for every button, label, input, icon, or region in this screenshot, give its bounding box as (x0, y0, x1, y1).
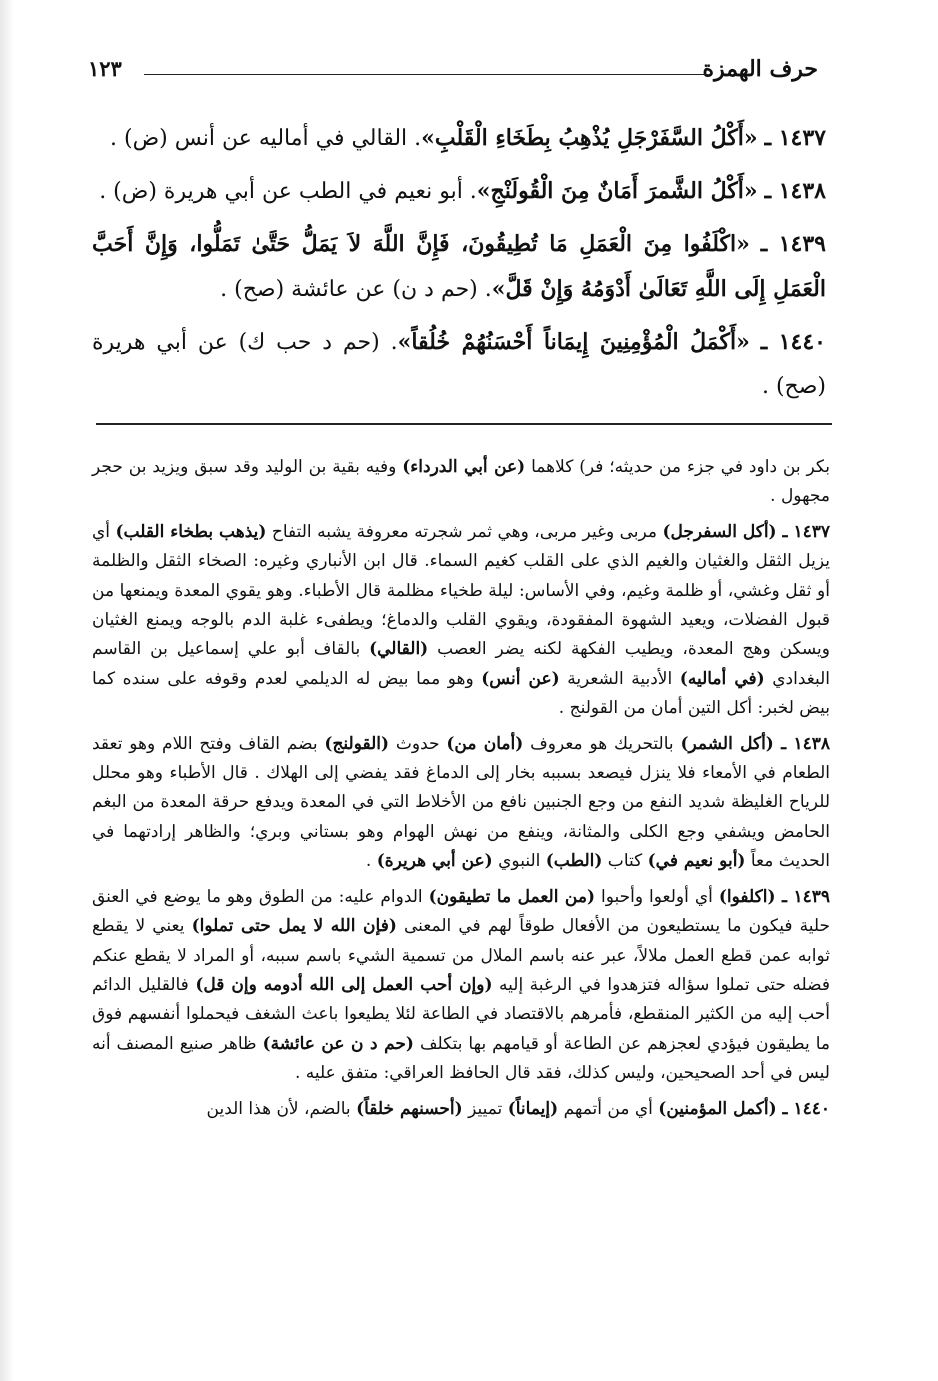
commentary-bold-run: (عن أبي هريرة) (376, 851, 493, 872)
hadith-number: ١٤٤٠ ـ (760, 329, 826, 355)
running-header (88, 56, 818, 90)
commentary-run: أي أولعوا وأحبوا (595, 886, 719, 907)
commentary-paragraph (92, 883, 830, 1089)
hadith-source: . القالي في أماليه عن أنس (ض) . (110, 126, 422, 151)
commentary-run: بكر بن داود في جزء من حديثه؛ فر) كلاهما (525, 457, 830, 477)
commentary-run: الدوام عليه: من الطوق وهو ما يوضع في العنق حلية فيكون ما يستطيعون من الأفعال طوقاً لهم في المعنى (92, 886, 830, 937)
commentary-run: أي من أتمهم (558, 1098, 659, 1119)
hadith-source: . أبو نعيم في الطب عن أبي هريرة (ض) . (99, 179, 477, 204)
hadith-text: «أَكْلُ السَّفَرْجَلِ يُذْهِبُ بِطَخَاءِ الْقَلْبِ» (421, 125, 758, 151)
commentary-run: وفيه بقية بن الوليد وقد سبق ويزيد بن حجر مجهول . (92, 457, 830, 507)
commentary-paragraph (92, 518, 830, 724)
hadith-source: . (حم د حب ك) عن أبي هريرة (صح) . (92, 330, 826, 399)
page-number: ١٢٣ (88, 56, 122, 81)
commentary-run: كتاب (602, 851, 648, 872)
hadith-text: «اكْلَفُوا مِنَ الْعَمَلِ مَا تُطِيقُونَ، فَإِنَّ اللَّهَ لاَ يَمَلُّ حَتَّىٰ تَمَلُّوا، وَإِنَّ أَحَبَّ الْعَمَلِ إِلَى اللَّهِ تَعَالَىٰ أَدْوَمُهُ وَإِنْ قَلَّ» (92, 231, 826, 302)
commentary-bold-run: (حم د ن عن عائشة) (262, 1033, 414, 1054)
hadith-entry (92, 222, 826, 312)
commentary-bold-run: (إيماناً) (507, 1098, 559, 1119)
hadith-entry (92, 116, 826, 161)
commentary-paragraph (92, 1095, 830, 1124)
commentary-bold-run: ١٤٤٠ ـ (أكمل المؤمنين) (658, 1098, 830, 1119)
commentary-run: . (365, 851, 377, 872)
hadith-number: ١٤٣٨ ـ (764, 178, 826, 204)
commentary-bold-run: ١٤٣٧ ـ (أكل السفرجل) (662, 521, 831, 542)
commentary-bold-run: (عن أنس) (481, 668, 560, 689)
hadith-list (92, 116, 826, 417)
commentary-run: بالقاف أبو علي إسماعيل بن القاسم البغدادي (92, 639, 830, 689)
commentary-run: حدوث (389, 733, 447, 754)
hadith-number: ١٤٣٩ ـ (760, 231, 826, 257)
hadith-entry (92, 169, 826, 214)
commentary-bold-run: (فإن الله لا يمل حتى تملوا) (191, 916, 397, 937)
commentary-section (92, 453, 830, 1130)
hadith-source: . (حم د ن) عن عائشة (صح) . (220, 277, 492, 302)
commentary-run: تمييز (462, 1098, 508, 1119)
commentary-bold-run: (يذهب بطخاء القلب) (115, 521, 267, 542)
commentary-run: ظاهر صنيع المصنف أنه ليس في أحد الصحيحين، وليس كذلك، فقد قال الحافظ العراقي: متفق عليه . (92, 1033, 830, 1084)
commentary-bold-run: ١٤٣٨ ـ (أكل الشمر) (680, 733, 831, 754)
commentary-run: الأدبية الشعرية (559, 668, 680, 689)
commentary-run: مربى وغير مربى، وهي ثمر شجرته معروفة يشبه التفاح (266, 521, 663, 542)
commentary-bold-run: ١٤٣٩ ـ (اكلفوا) (718, 886, 830, 907)
commentary-run: بالضم، لأن هذا الدين (206, 1098, 357, 1119)
chapter-title: حرف الهمزة (702, 56, 818, 82)
hadith-text: «أَكْمَلُ الْمُؤْمِنِينَ إِيمَاناً أَحْسَنُهُمْ خُلُقاً» (397, 329, 750, 355)
commentary-paragraph (92, 453, 830, 512)
commentary-run: فالقليل الدائم أحب إليه من الكثير المنقطع، فأمرهم بالاقتصاد في الطاعة لئلا يطيعوا باعث الشغف فيحملوا أنفسهم فوق ما يطيقون فيؤدي لعجزهم عن الطاعة أو قيامهم بها بتكلف (92, 974, 830, 1054)
hadith-text: «أَكْلُ الشَّمرَ أَمَانٌ مِنَ الْقُولَنْجِ» (476, 178, 758, 204)
header-rule (144, 74, 708, 75)
commentary-bold-run: (القولنج) (324, 733, 390, 754)
hadith-number: ١٤٣٧ ـ (764, 125, 826, 151)
commentary-bold-run: (الطب) (545, 851, 603, 872)
commentary-bold-run: (عن أبي الدرداء) (402, 457, 526, 477)
page-spine-shadow (0, 0, 14, 1381)
commentary-bold-run: (وإن أحب العمل إلى الله أدومه وإن قل) (195, 974, 493, 995)
commentary-run: بضم القاف وفتح اللام وهو تعقد الطعام في الأمعاء فلا ينزل فيصعد بسببه بخار إلى الدماغ فقد يفضي إلى الهلاك . قال الأطباء وهو محلل للرياح الغليظة شديد النفع من وجع الجنبين نافع من الأخلاط التي في المعدة ويدفع حرقة المعدة من البغم الحامض ويشفي وجع الكلى والمثانة، وينفع من نهش الهوام وهو بستاني وبري؛ والظاهر إرادتهما في الحديث معاً (92, 733, 830, 872)
commentary-bold-run: (أحسنهم خلقاً) (356, 1098, 463, 1119)
commentary-bold-run: (أبو نعيم في) (647, 851, 746, 872)
commentary-run: بالتحريك هو معروف (523, 733, 681, 754)
commentary-run: يعني لا يقطع ثوابه عمن قطع العمل ملالاً، عبر عنه باسم الملال من تسمية الشيء باسم سببه، أو المراد لا يقطع عنكم فضله حتى تملوا سؤاله فتزهدوا في الرغبة إليه (92, 916, 831, 995)
commentary-bold-run: (أمان من) (446, 733, 524, 754)
commentary-run: أي يزيل الثقل والغثيان والغيم الذي على القلب كغيم السماء. قال ابن الأنباري وغيره: الصخاء الثقل والظلمة أو ثقل وغشي، أو ظلمة وغيم، وفي الأساس: ليلة طخياء مظلمة قال الأطباء. وهو يقوي المعدة ويمنعها من قبول الفضلات، ويعيد الشهوة المفقودة، ويقوي القلب والدماغ؛ ويطفىء غلبة الدم بالوجه ويمنع الغثيان ويسكن وهج المعدة، ويطيب الفكهة لكنه يضر العصب (92, 521, 830, 660)
hadith-entry (92, 320, 826, 409)
commentary-run: وهو مما بيض له الديلمي لعدم وقوفه على سنده كما بيض لخبر: أكل التين أمان من القولنج . (92, 668, 830, 719)
commentary-paragraph (92, 730, 830, 877)
commentary-bold-run: (في أماليه) (679, 668, 765, 689)
commentary-run: النبوي (492, 851, 546, 872)
commentary-bold-run: (من العمل ما تطيقون) (428, 886, 596, 907)
commentary-bold-run: (القالي) (369, 639, 429, 660)
footnote-divider (96, 423, 832, 425)
